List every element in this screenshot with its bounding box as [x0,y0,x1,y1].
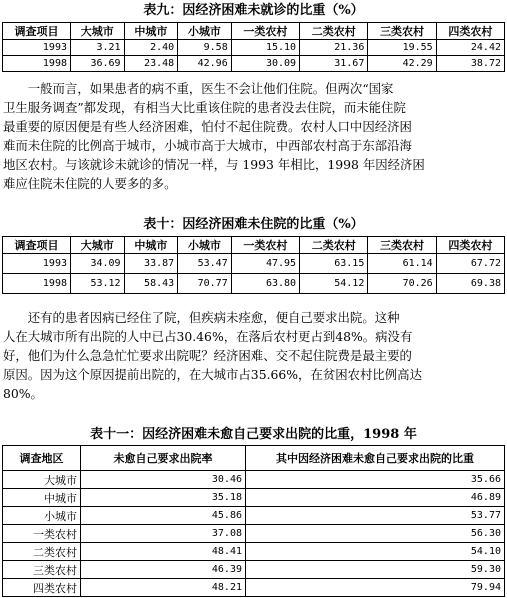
paragraph-line: 一般而言，如果患者的病不重，医生不会让他们住院。但两次“国家 [3,81,394,96]
table-cell: 1998 [3,274,71,294]
table-row [3,471,505,489]
table-cell: 54.12 [300,274,368,294]
table10-header-row [3,237,505,254]
table-cell: 24.42 [436,40,504,56]
table-row [3,543,505,561]
table-row [3,525,505,543]
table11-header: 其中因经济困难未愈自己要求出院的比重 [246,446,505,471]
table-cell: 23.48 [124,56,178,72]
table-row [3,489,505,507]
table-cell: 79.94 [246,579,505,597]
table10-header: 二类农村 [300,237,368,254]
table-cell: 38.72 [436,56,504,72]
paragraph-line: 卫生服务调查”都发现，有相当大比重该住院的患者没去住院，而未能住院 [3,100,406,115]
table-cell: 2.40 [124,40,178,56]
table9-header: 四类农村 [436,23,504,40]
table9-header: 三类农村 [368,23,436,40]
table10-header: 中城市 [124,237,178,254]
table-cell: 34.09 [71,254,125,274]
table9-header: 一类农村 [231,23,299,40]
table-cell: 42.96 [178,56,232,72]
table-cell: 47.95 [231,254,299,274]
paragraph-1 [3,79,503,193]
table-row [3,579,505,597]
table-cell: 9.58 [178,40,232,56]
table-cell: 48.41 [81,543,246,561]
table-cell: 35.66 [246,471,505,489]
table-cell: 61.14 [368,254,436,274]
table10-header: 调查项目 [3,237,71,254]
table-cell: 63.80 [231,274,299,294]
table-row [3,40,505,56]
table9-header: 调查项目 [3,23,71,40]
table-row [3,561,505,579]
table9-header-row [3,23,505,40]
table11-header: 调查地区 [3,446,81,471]
paragraph-line: 难而未住院的比例高于城市，小城市高于大城市，中西部农村高于东部沿海 [3,138,412,153]
paragraph-line: 80%。 [3,386,43,401]
table-cell: 70.26 [368,274,436,294]
paragraph-2 [3,308,503,403]
table-cell: 36.69 [71,56,125,72]
table-cell: 19.55 [368,40,436,56]
table-cell: 42.29 [368,56,436,72]
table-cell: 1993 [3,40,71,56]
table-cell: 46.39 [81,561,246,579]
table9-header: 小城市 [178,23,232,40]
table-cell: 30.09 [231,56,299,72]
table-cell: 58.43 [124,274,178,294]
table-row [3,274,505,294]
table10-title: 表十：因经济困难未住院的比重（%） [143,217,364,232]
table-cell: 53.12 [71,274,125,294]
table9 [2,22,505,72]
table-cell: 63.15 [300,254,368,274]
table-cell: 56.30 [246,525,505,543]
table10 [2,236,505,294]
table-cell: 大城市 [3,471,81,489]
table11-header-row [3,446,505,471]
table-cell: 37.08 [81,525,246,543]
paragraph-line: 好，他们为什么急急忙忙要求出院呢？经济困难、交不起住院费是最主要的 [3,348,412,363]
table11 [2,445,505,597]
table10-header: 三类农村 [368,237,436,254]
table-cell: 四类农村 [3,579,81,597]
table10-header: 小城市 [178,237,232,254]
table9-header: 中城市 [124,23,178,40]
table-cell: 3.21 [71,40,125,56]
table11-title: 表十一：因经济困难未愈自己要求出院的比重，1998 年 [90,427,417,442]
table-cell: 31.67 [300,56,368,72]
paragraph-line: 最重要的原因便是有些人经济困难，怕付不起住院费。农村人口中因经济困 [3,119,412,134]
table-cell: 48.21 [81,579,246,597]
table-cell: 70.77 [178,274,232,294]
table11-header: 未愈自己要求出院率 [81,446,246,471]
table9-title: 表九：因经济困难未就诊的比重（%） [143,3,364,18]
table-cell: 35.18 [81,489,246,507]
table-cell: 59.30 [246,561,505,579]
table-row [3,56,505,72]
table-cell: 1993 [3,254,71,274]
table10-header: 四类农村 [436,237,504,254]
paragraph-line: 地区农村。与该就诊未就诊的情况一样，与 1993 年相比，1998 年因经济困 [3,157,425,172]
table-row [3,254,505,274]
table-cell: 小城市 [3,507,81,525]
paragraph-line: 还有的患者因病已经住了院，但疾病未痊愈，便自己要求出院。这种 [3,310,400,325]
table-row [3,507,505,525]
table-cell: 54.10 [246,543,505,561]
table-cell: 一类农村 [3,525,81,543]
table10-header: 大城市 [71,237,125,254]
table9-header: 大城市 [71,23,125,40]
table9-header: 二类农村 [300,23,368,40]
paragraph-line: 人在大城市所有出院的人中已占30.46%，在落后农村更占到48%。病没有 [3,329,413,344]
table-cell: 30.46 [81,471,246,489]
table-cell: 53.47 [178,254,232,274]
table10-header: 一类农村 [231,237,299,254]
table-cell: 二类农村 [3,543,81,561]
table-cell: 21.36 [300,40,368,56]
table-cell: 53.77 [246,507,505,525]
paragraph-line: 原因。因为这个原因提前出院的，在大城市占35.66%，在贫困农村比例高达 [3,367,422,382]
table-cell: 1998 [3,56,71,72]
table-cell: 46.89 [246,489,505,507]
table-cell: 67.72 [436,254,504,274]
table-cell: 45.86 [81,507,246,525]
table-cell: 三类农村 [3,561,81,579]
table-cell: 69.38 [436,274,504,294]
table-cell: 中城市 [3,489,81,507]
table-cell: 33.87 [124,254,178,274]
table-cell: 15.10 [231,40,299,56]
paragraph-line: 难应住院未住院的人要多的多。 [3,176,177,191]
